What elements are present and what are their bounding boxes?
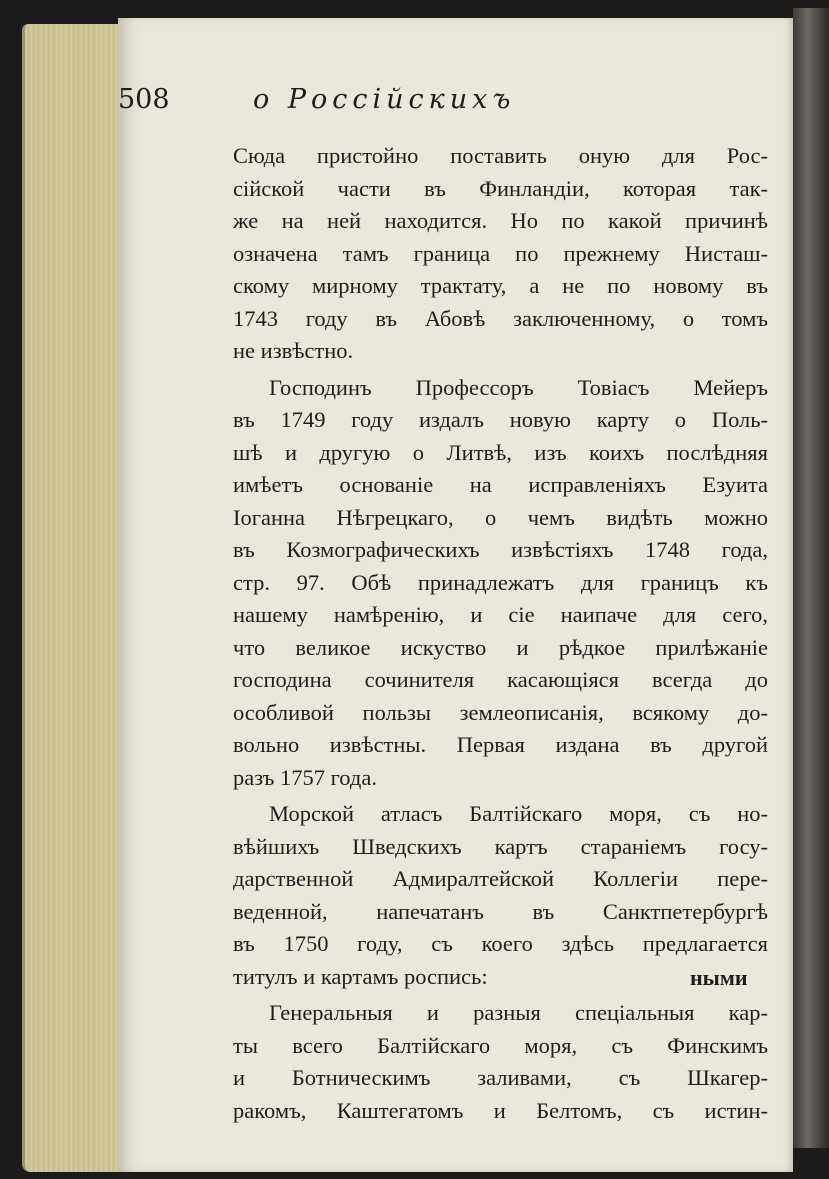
page-header (118, 80, 638, 124)
text-line: 1743 году въ Абовѣ заключенному, о томъ (233, 305, 768, 331)
text-line: вольно извѣстны. Первая издана въ другой (233, 732, 768, 757)
text-line: въ Козмографическихъ извѣстіяхъ 1748 года, (233, 537, 768, 562)
text-line: веденной, напечатанъ въ Санктпетербургѣ (233, 898, 768, 924)
text-line: въ 1749 году издалъ новую карту о Поль- (233, 407, 768, 432)
text-line: стр. 97. Обѣ принадлежатъ для границъ къ (233, 569, 768, 595)
text-line: дарственной Адмиралтейской Коллегіи пере- (233, 866, 768, 891)
text-line: разъ 1757 года. (233, 764, 377, 790)
text-line: и Ботническимъ заливами, съ Шкагер- (233, 1065, 768, 1090)
text-line: ты всего Балтійскаго моря, съ Финскимъ (233, 1032, 768, 1058)
text-line: что великое искуство и рѣдкое прилѣжаніе (233, 634, 768, 660)
facing-page-edge (793, 8, 829, 1148)
text-line: титулъ и картамъ роспись: (233, 963, 488, 989)
text-line: вѣйшихъ Шведскихъ картъ стараніемъ госу- (233, 833, 768, 859)
running-head: о Россійскихъ (253, 84, 516, 115)
text-line: Генеральныя и разныя спеціальныя кар- (269, 1000, 768, 1025)
page-edges (22, 24, 133, 1172)
text-line: означена тамъ граница по прежнему Нисташ- (233, 240, 768, 266)
body-text (233, 140, 768, 1127)
text-line: сійской части въ Финландіи, которая так- (233, 175, 768, 201)
text-line: Сюда пристойно поставить оную для Рос- (233, 143, 768, 168)
catchword: ными (690, 965, 748, 990)
text-line: Іоганна Нѣгрецкаго, о чемъ видѣть можно (233, 504, 768, 530)
text-line: Морской атласъ Балтійскаго моря, съ но- (269, 801, 768, 826)
text-line: скому мирному трактату, а не по новому въ (233, 273, 768, 298)
text-line: въ 1750 году, съ коего здѣсь предлагается (233, 931, 768, 956)
text-line: нашему намѣренію, и сіе наипаче для сего, (233, 602, 768, 627)
page-number: 508 (118, 84, 170, 115)
text-line: шѣ и другую о Литвѣ, изъ коихъ послѣдняя (233, 439, 768, 465)
text-line: особливой пользы землеописанія, всякому до- (233, 699, 768, 725)
text-line: не извѣстно. (233, 338, 354, 363)
text-line: Господинъ Профессоръ Товіасъ Мейеръ (269, 374, 768, 400)
text-line: же на ней находится. Но по какой причинѣ (233, 208, 768, 233)
text-line: имѣетъ основаніе на исправленіяхъ Езуита (233, 472, 768, 497)
text-line: господина сочинителя касающіяся всегда до (233, 667, 768, 692)
text-line: ракомъ, Каштегатомъ и Белтомъ, съ истин- (233, 1097, 768, 1123)
